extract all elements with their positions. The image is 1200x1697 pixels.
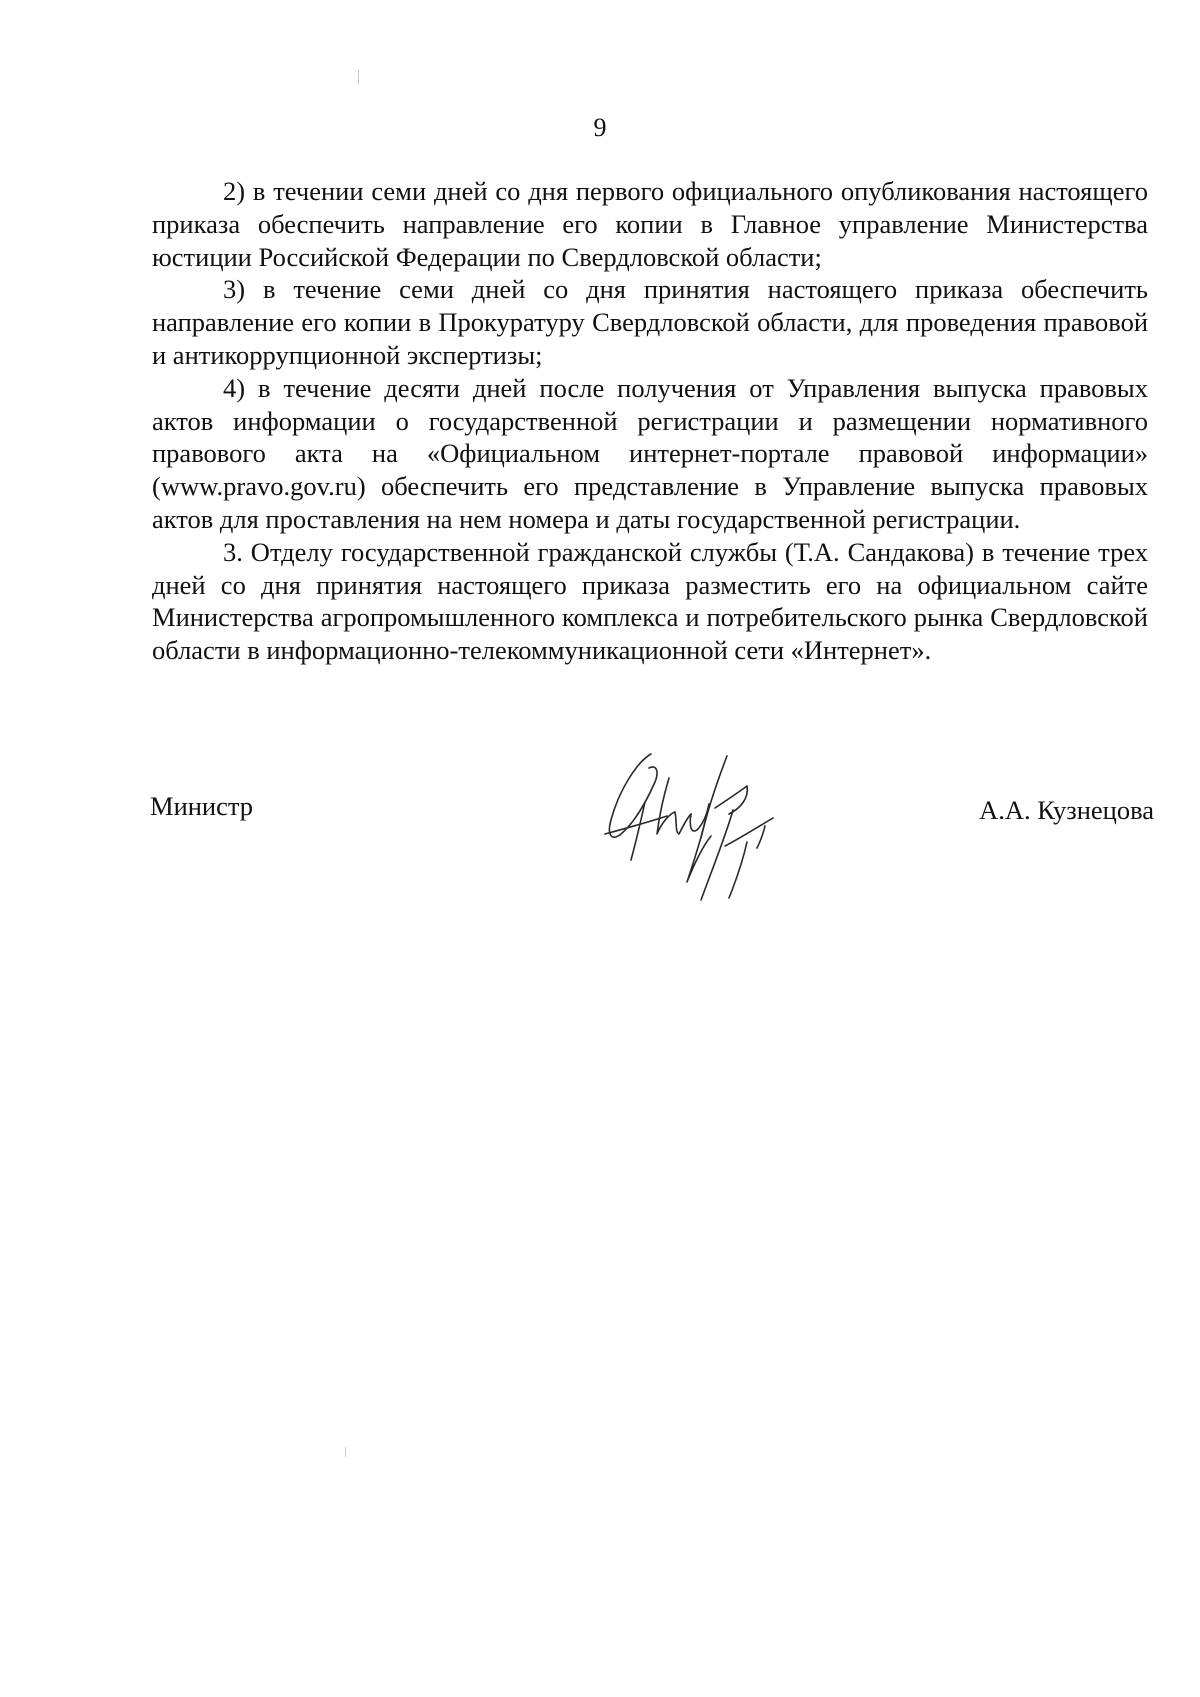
paragraph-section-3: 3. Отделу государственной гражданской службы (Т.А. Сандакова) в течение трех дней со дня принятия настоящего приказа разместить его на официальном сайте Министерства агропромышленного комплекса и потребительского рынка Свердловской области в информационно-телекоммуникационной сети «Интернет». bbox=[152, 536, 1148, 666]
signatory-name: А.А. Кузнецова bbox=[979, 795, 1154, 825]
scan-artifact-bottom bbox=[345, 1447, 346, 1457]
paragraph-item-2: 2) в течении семи дней со дня первого официального опубликования настоящего приказа обеспечить направление его копии в Главное управление Министерства юстиции Российской Федерации по Свердловской области; bbox=[152, 176, 1148, 272]
page-number: 9 bbox=[593, 113, 607, 142]
scan-artifact-top bbox=[358, 70, 359, 84]
paragraph-item-3: 3) в течение семи дней со дня принятия настоящего приказа обеспечить направление его копии в Прокуратуру Свердловской области, для проведения правовой и антикоррупционной экспертизы; bbox=[152, 274, 1148, 370]
handwritten-signature bbox=[597, 742, 797, 912]
paragraph-item-4: 4) в течение десяти дней после получения от Управления выпуска правовых актов информации о государственной регистрации и размещении нормативного правового акта на «Официальном интернет-портале правовой информации» (www.pravo.gov.ru) обеспечить его представление в Управление выпуска правовых актов для проставления на нем номера и даты государственной регистрации. bbox=[152, 372, 1148, 534]
document-body bbox=[152, 175, 1148, 667]
signatory-title: Министр bbox=[150, 791, 254, 821]
